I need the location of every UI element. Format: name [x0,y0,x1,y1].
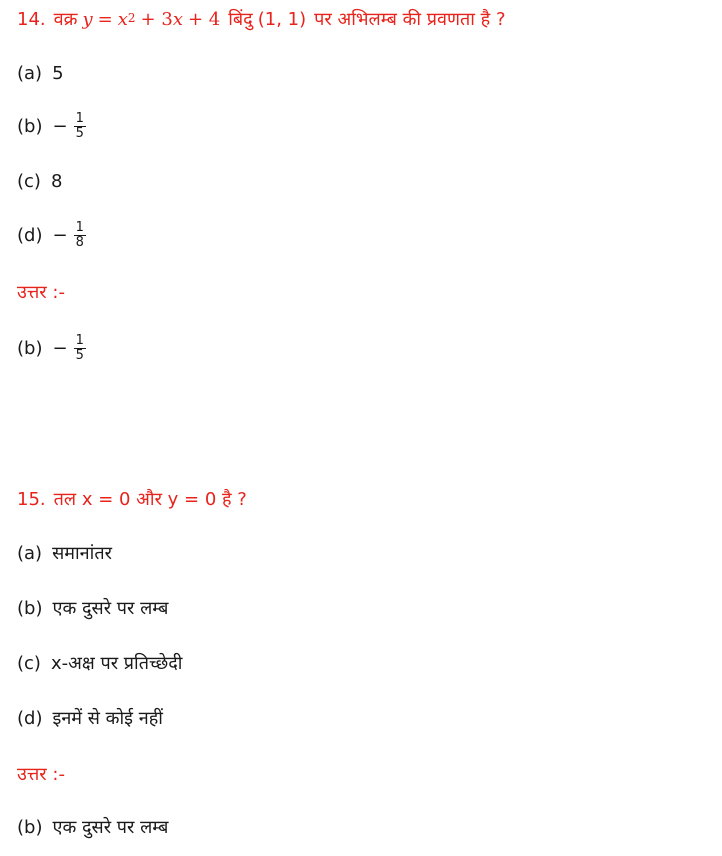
question-15-title [17,488,247,512]
equation-equals: = [97,9,113,30]
q15-answer [17,816,168,840]
q14-answer-heading [17,281,65,305]
fraction-denominator: 8 [75,235,84,250]
fraction [74,112,86,141]
q15-option-a [17,542,112,566]
q14-option-c [17,170,62,194]
fraction-numerator: 1 [75,220,84,235]
fraction-numerator: 1 [75,111,84,126]
fraction [74,221,86,250]
question-text: तल x = 0 और y = 0 है ? [53,489,247,510]
option-text: समानांतर [52,543,112,564]
option-label: (c) [17,653,41,674]
fraction-denominator: 5 [75,126,84,141]
q15-answer-heading [17,763,65,787]
minus-sign: − [52,224,68,246]
question-suffix: पर अभिलम्ब की प्रवणता है ? [314,9,506,30]
answer-heading-text: उत्तर :- [17,764,65,785]
equation-term-3: + 3 [140,9,173,30]
option-label: (c) [17,171,41,192]
q14-option-d [17,221,86,250]
equation-x: x [117,9,128,30]
option-text: x-अक्ष पर प्रतिच्छेदी [50,653,183,674]
question-14-title: 14. वक्र y = x $^2$ + 3 x + 4 बिंदु (1, 1) पर अभिलम्ब की प्रवणता है ? [17,9,506,30]
option-label: (a) [17,543,43,564]
equation-term-4: + 4 [187,9,221,30]
question-number: 15. [17,489,46,510]
equation-y: y [82,9,93,30]
q14-answer [17,334,86,363]
q14-option-a [17,62,64,86]
question-prefix: वक्र [53,9,78,30]
fraction-denominator: 5 [75,348,84,363]
option-text: एक दुसरे पर लम्ब [52,817,169,838]
minus-sign: − [52,337,68,359]
option-text: इनमें से कोई नहीं [52,708,163,729]
fraction-numerator: 1 [75,333,84,348]
minus-sign: − [52,115,68,137]
option-label: (b) [17,337,43,359]
q15-option-b [17,597,168,621]
answer-heading-text: उत्तर :- [17,282,65,303]
option-label: (a) [17,63,43,84]
point-word: बिंदु [228,9,253,30]
option-text: एक दुसरे पर लम्ब [52,598,169,619]
option-label: (d) [17,224,43,246]
equation-x-linear: x [172,9,183,30]
q14-option-b [17,112,86,141]
option-label: (d) [17,708,43,729]
fraction [74,334,86,363]
option-value: 5 [52,63,64,84]
option-label: (b) [17,817,43,838]
option-label: (b) [17,598,43,619]
option-value: 8 [50,171,63,192]
question-number: 14. [17,9,46,30]
option-label: (b) [17,115,43,137]
q15-option-d [17,707,163,731]
point-coordinates: (1, 1) [257,9,307,30]
q15-option-c [17,652,182,676]
